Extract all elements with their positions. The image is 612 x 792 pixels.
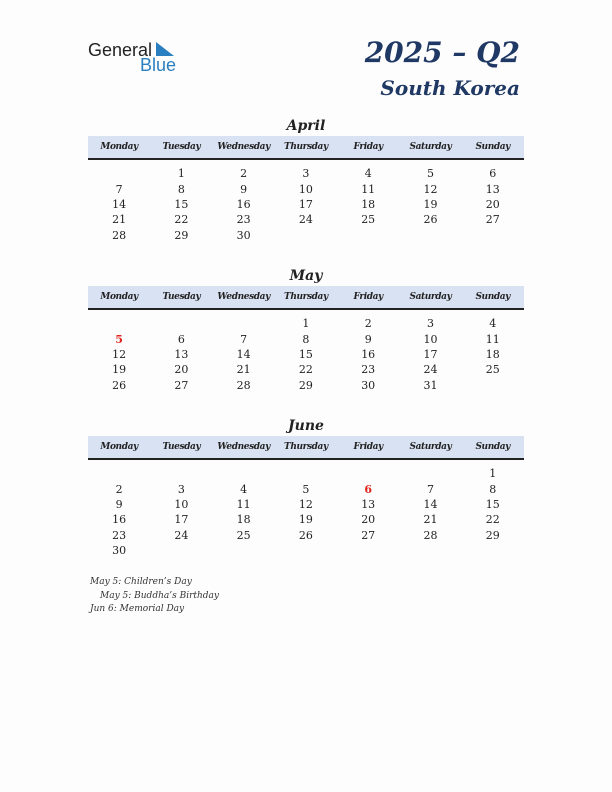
day-cell: 19: [298, 513, 313, 527]
day-cell: 30: [361, 378, 376, 392]
country-title: South Korea: [380, 76, 520, 100]
day-cell: 4: [489, 317, 497, 331]
day-cell: 17: [423, 347, 438, 361]
day-cell: 2: [364, 317, 372, 331]
day-cell: 9: [240, 182, 248, 196]
day-cell: 26: [298, 528, 313, 542]
month-block-april: [88, 116, 524, 243]
week-row: [88, 378, 524, 393]
day-cell: 30: [112, 544, 127, 558]
day-cell: 11: [485, 332, 500, 346]
day-cell: 26: [423, 213, 438, 227]
day-cell: 25: [236, 528, 251, 542]
day-cell: 7: [426, 482, 434, 496]
month-block-may: [88, 266, 524, 393]
holiday-note: May 5: Children’s Day: [90, 577, 192, 587]
weekday-label: Monday: [100, 442, 138, 452]
day-cell: 31: [423, 378, 438, 392]
day-cell: 11: [361, 182, 376, 196]
day-cell: 20: [361, 513, 376, 527]
weekday-header-row: [88, 286, 524, 310]
weekday-label: Tuesday: [162, 142, 201, 152]
weekday-label: Friday: [353, 442, 383, 452]
day-cell: 27: [485, 213, 500, 227]
week-row: [88, 181, 524, 196]
weekday-label: Friday: [353, 292, 383, 302]
weekday-label: Tuesday: [162, 292, 201, 302]
week-row: [88, 481, 524, 496]
week-row: [88, 347, 524, 362]
day-cell: 22: [174, 213, 189, 227]
day-cell: 23: [236, 213, 251, 227]
day-cell: 24: [423, 363, 438, 377]
day-cell: 1: [302, 317, 310, 331]
weekday-label: Sunday: [475, 442, 510, 452]
day-cell: 11: [236, 497, 251, 511]
week-row: [88, 197, 524, 212]
day-cell: 24: [298, 213, 313, 227]
day-cell: 10: [298, 182, 313, 196]
weekday-label: Tuesday: [162, 442, 201, 452]
day-cell: 15: [298, 347, 313, 361]
day-cell: 13: [361, 497, 376, 511]
weekday-label: Monday: [100, 142, 138, 152]
day-cell: 23: [112, 528, 127, 542]
day-cell: 27: [174, 378, 189, 392]
day-cell: 22: [298, 363, 313, 377]
day-cell: 21: [236, 363, 251, 377]
day-cell: 8: [489, 482, 497, 496]
day-cell: 20: [174, 363, 189, 377]
day-cell: 1: [177, 167, 185, 181]
week-row: [88, 331, 524, 346]
day-cell: 14: [236, 347, 251, 361]
day-cell: 28: [423, 528, 438, 542]
day-cell: 21: [423, 513, 438, 527]
day-cell: 15: [485, 497, 500, 511]
day-cell: 13: [174, 347, 189, 361]
day-cell: 1: [489, 467, 497, 481]
day-cell: 5: [115, 332, 123, 346]
weekday-label: Sunday: [475, 142, 510, 152]
period-title: 2025 – Q2: [364, 36, 520, 69]
weekday-label: Wednesday: [217, 292, 270, 302]
weekday-header-row: [88, 136, 524, 160]
week-row: [88, 497, 524, 512]
week-row: [88, 316, 524, 331]
day-cell: 22: [485, 513, 500, 527]
day-cell: 15: [174, 197, 189, 211]
day-cell: 29: [174, 228, 189, 242]
day-cell: 18: [236, 513, 251, 527]
day-cell: 12: [112, 347, 127, 361]
day-cell: 24: [174, 528, 189, 542]
day-cell: 25: [361, 213, 376, 227]
day-cell: 6: [489, 167, 497, 181]
month-block-june: [88, 416, 524, 558]
holiday-note: Jun 6: Memorial Day: [90, 604, 185, 614]
day-cell: 30: [236, 228, 251, 242]
day-cell: 17: [298, 197, 313, 211]
weekday-label: Wednesday: [217, 442, 270, 452]
holiday-note: May 5: Buddha’s Birthday: [100, 590, 219, 601]
week-row: [88, 512, 524, 527]
day-cell: 7: [115, 182, 123, 196]
weekday-label: Monday: [100, 292, 138, 302]
weekday-label: Thursday: [284, 292, 328, 302]
day-cell: 8: [177, 182, 185, 196]
day-cell: 5: [426, 167, 434, 181]
calendar-grid: [88, 460, 524, 558]
week-row: [88, 166, 524, 181]
day-cell: 14: [423, 497, 438, 511]
weekday-label: Sunday: [475, 292, 510, 302]
day-cell: 5: [302, 482, 310, 496]
day-cell: 14: [112, 197, 127, 211]
day-cell: 29: [485, 528, 500, 542]
day-cell: 9: [115, 497, 123, 511]
weekday-header-row: [88, 436, 524, 460]
day-cell: 10: [423, 332, 438, 346]
weekday-label: Saturday: [409, 142, 452, 152]
day-cell: 6: [177, 332, 185, 346]
day-cell: 18: [361, 197, 376, 211]
month-title: June: [288, 418, 324, 434]
day-cell: 16: [112, 513, 127, 527]
day-cell: 4: [240, 482, 248, 496]
logo-text-blue: Blue: [140, 55, 177, 75]
calendar-grid: [88, 160, 524, 243]
week-row: [88, 212, 524, 227]
day-cell: 19: [112, 363, 127, 377]
day-cell: 25: [485, 363, 500, 377]
logo-text-general: General: [88, 40, 153, 60]
day-cell: 28: [236, 378, 251, 392]
day-cell: 23: [361, 363, 376, 377]
weekday-label: Saturday: [409, 442, 452, 452]
day-cell: 13: [485, 182, 500, 196]
day-cell: 3: [302, 167, 310, 181]
day-cell: 19: [423, 197, 438, 211]
day-cell: 26: [112, 378, 127, 392]
day-cell: 17: [174, 513, 189, 527]
weekday-label: Wednesday: [217, 142, 270, 152]
day-cell: 4: [364, 167, 372, 181]
week-row: [88, 228, 524, 243]
day-cell: 12: [423, 182, 438, 196]
day-cell: 27: [361, 528, 376, 542]
day-cell: 2: [240, 167, 248, 181]
day-cell: 12: [298, 497, 313, 511]
month-title: April: [286, 118, 326, 134]
day-cell: 16: [236, 197, 251, 211]
day-cell: 3: [426, 317, 434, 331]
day-cell: 2: [115, 482, 123, 496]
holiday-notes: [90, 576, 219, 617]
week-row: [88, 543, 524, 558]
calendar-grid: [88, 310, 524, 393]
day-cell: 29: [298, 378, 313, 392]
weekday-label: Thursday: [284, 142, 328, 152]
week-row: [88, 362, 524, 377]
day-cell: 18: [485, 347, 500, 361]
weekday-label: Saturday: [409, 292, 452, 302]
day-cell: 21: [112, 213, 127, 227]
day-cell: 8: [302, 332, 310, 346]
week-row: [88, 466, 524, 481]
day-cell: 28: [112, 228, 127, 242]
day-cell: 6: [364, 482, 373, 496]
day-cell: 9: [364, 332, 372, 346]
day-cell: 10: [174, 497, 189, 511]
weekday-label: Friday: [353, 142, 383, 152]
week-row: [88, 528, 524, 543]
day-cell: 7: [240, 332, 248, 346]
weekday-label: Thursday: [284, 442, 328, 452]
day-cell: 20: [485, 197, 500, 211]
day-cell: 3: [177, 482, 185, 496]
day-cell: 16: [361, 347, 376, 361]
month-title: May: [289, 268, 323, 284]
